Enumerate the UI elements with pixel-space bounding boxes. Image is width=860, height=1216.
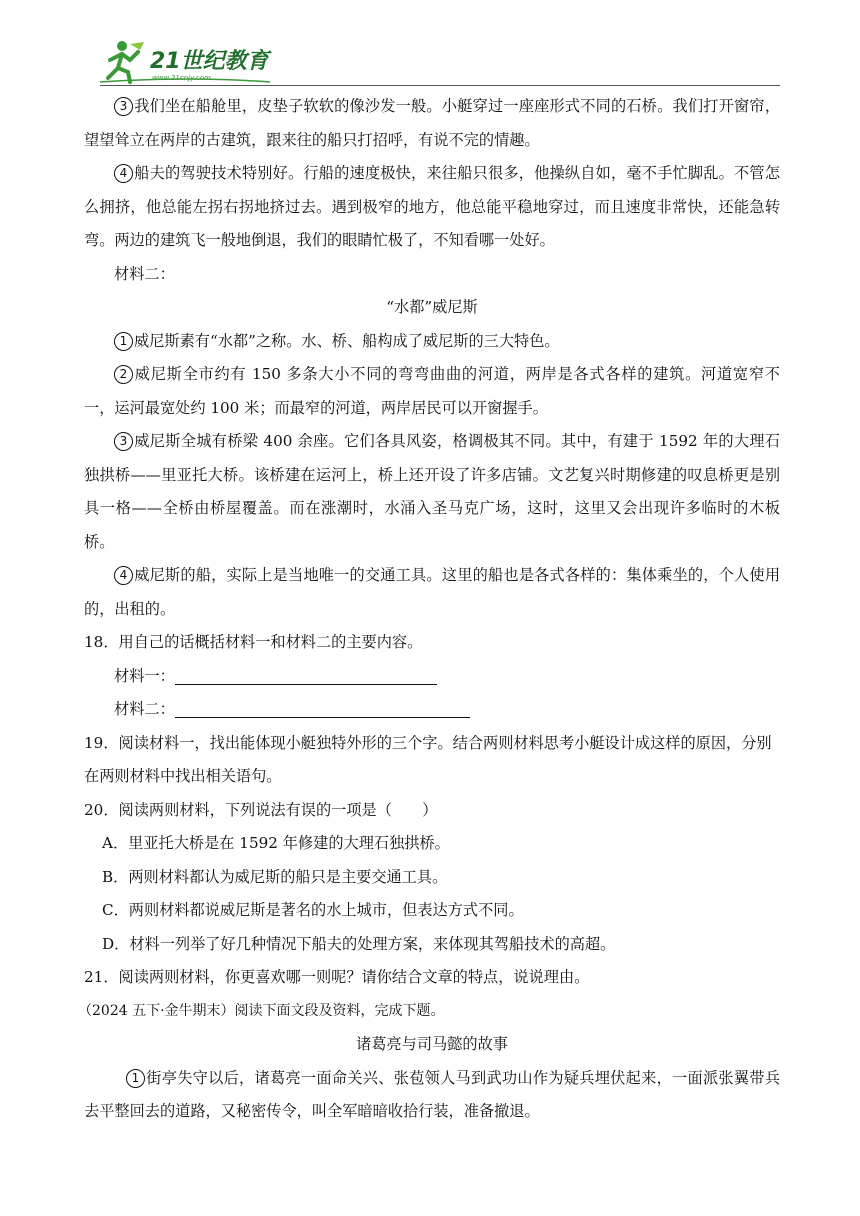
material1-paragraph-4: 4 船夫的驾驶技术特别好。行船的速度极快，来往船只很多，他操纵自如，毫不手忙脚乱。不管怎么拥挤，他总能左拐右拐地挤过去。遇到极窄的地方，他总能平稳地穿过，而且速度非常快，还能急转弯。两边的建筑飞一般地倒退，我们的眼睛忙极了，不知看哪一处好。 [84, 164, 780, 249]
page-header [100, 38, 780, 86]
logo-text: 21世纪教育 [150, 49, 269, 74]
paragraph-number: 1 [114, 332, 133, 351]
paragraph-number: 2 [114, 365, 133, 384]
material2-label: 材料二： [114, 264, 175, 283]
material2-paragraph-1: 1 威尼斯素有“水都”之称。水、桥、船构成了威尼斯的三大特色。 [84, 325, 780, 359]
option-a[interactable]: A．里亚托大桥是在 1592 年修建的大理石独拱桥。 [102, 834, 450, 852]
material1-paragraph-3: 3 我们坐在船舱里，皮垫子软软的像沙发一般。小艇穿过一座座形式不同的石桥。我们打开窗帘，望望耸立在两岸的古建筑，跟来往的船只打招呼，有说不完的情趣。 [84, 97, 780, 149]
paragraph-number: 3 [114, 432, 133, 451]
answer-line-material2: 材料二： [84, 693, 780, 727]
logo-url-text: www.21cnjy.com [152, 74, 211, 82]
material2-title: “水都”威尼斯 [386, 298, 478, 316]
header-divider [100, 85, 780, 86]
option-c[interactable]: C．两则材料都说威尼斯是著名的水上城市，但表达方式不同。 [102, 901, 524, 919]
question-20: 20．阅读两则材料，下列说法有误的一项是（ ） [84, 800, 438, 819]
runner-icon [108, 41, 144, 82]
material2-paragraph-3: 3 威尼斯全城有桥梁 400 余座。它们各具风姿，格调极其不同。其中，有建于 1592 年的大理石独拱桥——里亚托大桥。该桥建在运河上，桥上还开设了许多店铺。文艺复兴时期修建的叹息桥更是别具一格——全桥由桥屋覆盖。而在涨潮时，水涌入圣马克广场，这时，这里又会出现许多临时的木板桥。 [84, 432, 780, 551]
paragraph-number: 4 [114, 566, 133, 585]
answer-line-material1: 材料一： [84, 660, 780, 694]
question-19: 19．阅读材料一，找出能体现小艇独特外形的三个字。结合两则材料思考小艇设计成这样的原因，分别在两则材料中找出相关语句。 [84, 733, 772, 785]
paragraph-number: 3 [114, 97, 133, 116]
paragraph-number: 1 [126, 1069, 145, 1088]
document-body [78, 90, 780, 1129]
answer-blank[interactable] [175, 666, 437, 685]
material2-paragraph-2: 2 威尼斯全市约有 150 多条大小不同的弯弯曲曲的河道，两岸是各式各样的建筑。河道宽窄不一，运河最宽处约 100 米；而最窄的河道，两岸居民可以开窗握手。 [84, 365, 780, 417]
material2-paragraph-4: 4 威尼斯的船，实际上是当地唯一的交通工具。这里的船也是各式各样的：集体乘坐的，个人使用的，出租的。 [84, 566, 780, 618]
answer-blank[interactable] [175, 699, 470, 718]
paragraph-number: 4 [114, 164, 133, 183]
section-source: （2024 五下·金牛期末）阅读下面文段及资料，完成下题。 [78, 1002, 445, 1019]
option-d[interactable]: D．材料一列举了好几种情况下船夫的处理方案，来体现其驾船技术的高超。 [102, 934, 616, 953]
question-21: 21．阅读两则材料，你更喜欢哪一则呢？请你结合文章的特点，说说理由。 [84, 968, 590, 986]
story-paragraph-1: 1 街亭失守以后，诸葛亮一面命关兴、张苞领人马到武功山作为疑兵埋伏起来，一面派张翼带兵去平整回去的道路，又秘密传令，叫全军暗暗收拾行装，准备撤退。 [84, 1068, 780, 1120]
question-18: 18．用自己的话概括材料一和材料二的主要内容。 [84, 633, 423, 651]
brand-logo [100, 38, 300, 84]
section-title: 诸葛亮与司马懿的故事 [356, 1035, 508, 1053]
option-b[interactable]: B．两则材料都认为威尼斯的船只是主要交通工具。 [102, 867, 448, 886]
